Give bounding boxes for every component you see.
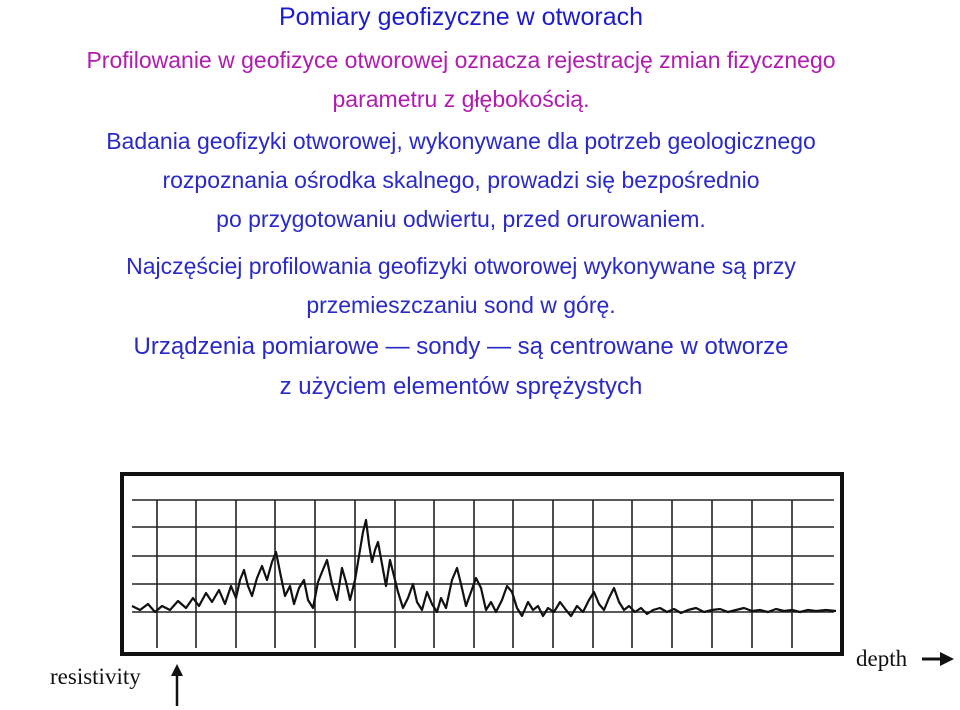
paragraph-line: Profilowanie w geofizyce otworowej oznacza rejestrację zmian fizycznego	[86, 47, 836, 73]
paragraph-definition	[0, 41, 922, 119]
paragraph-line: przemieszczaniu sond w górę.	[306, 292, 616, 318]
paragraph-line: Badania geofizyki otworowej, wykonywane dla potrzeb geologicznego	[106, 128, 816, 154]
paragraph-line: parametru z głębokością.	[332, 86, 590, 112]
arrow-right-icon	[922, 652, 954, 666]
paragraph-line: rozpoznania ośrodka skalnego, prowadzi się bezpośrednio	[162, 167, 760, 193]
arrow-up-icon	[171, 664, 183, 706]
slide-title: Pomiary geofizyczne w otworach	[278, 3, 644, 31]
resistivity-log-svg	[0, 460, 960, 710]
x-axis-label: depth	[856, 646, 908, 671]
resistivity-log-figure	[0, 460, 960, 710]
paragraph-line: Najczęściej profilowania geofizyki otworowej wykonywane są przy	[126, 253, 796, 279]
paragraph-line: Urządzenia pomiarowe — sondy — są centrowane w otworze	[133, 333, 789, 360]
y-axis-label: resistivity	[50, 664, 141, 689]
paragraph-timing	[0, 122, 922, 239]
paragraph-direction	[0, 247, 922, 325]
paragraph-probes	[0, 327, 922, 407]
log-frame	[122, 474, 842, 654]
paragraph-line: z użyciem elementów sprężystych	[279, 373, 643, 400]
paragraph-line: po przygotowaniu odwiertu, przed orurowaniem.	[216, 206, 706, 232]
